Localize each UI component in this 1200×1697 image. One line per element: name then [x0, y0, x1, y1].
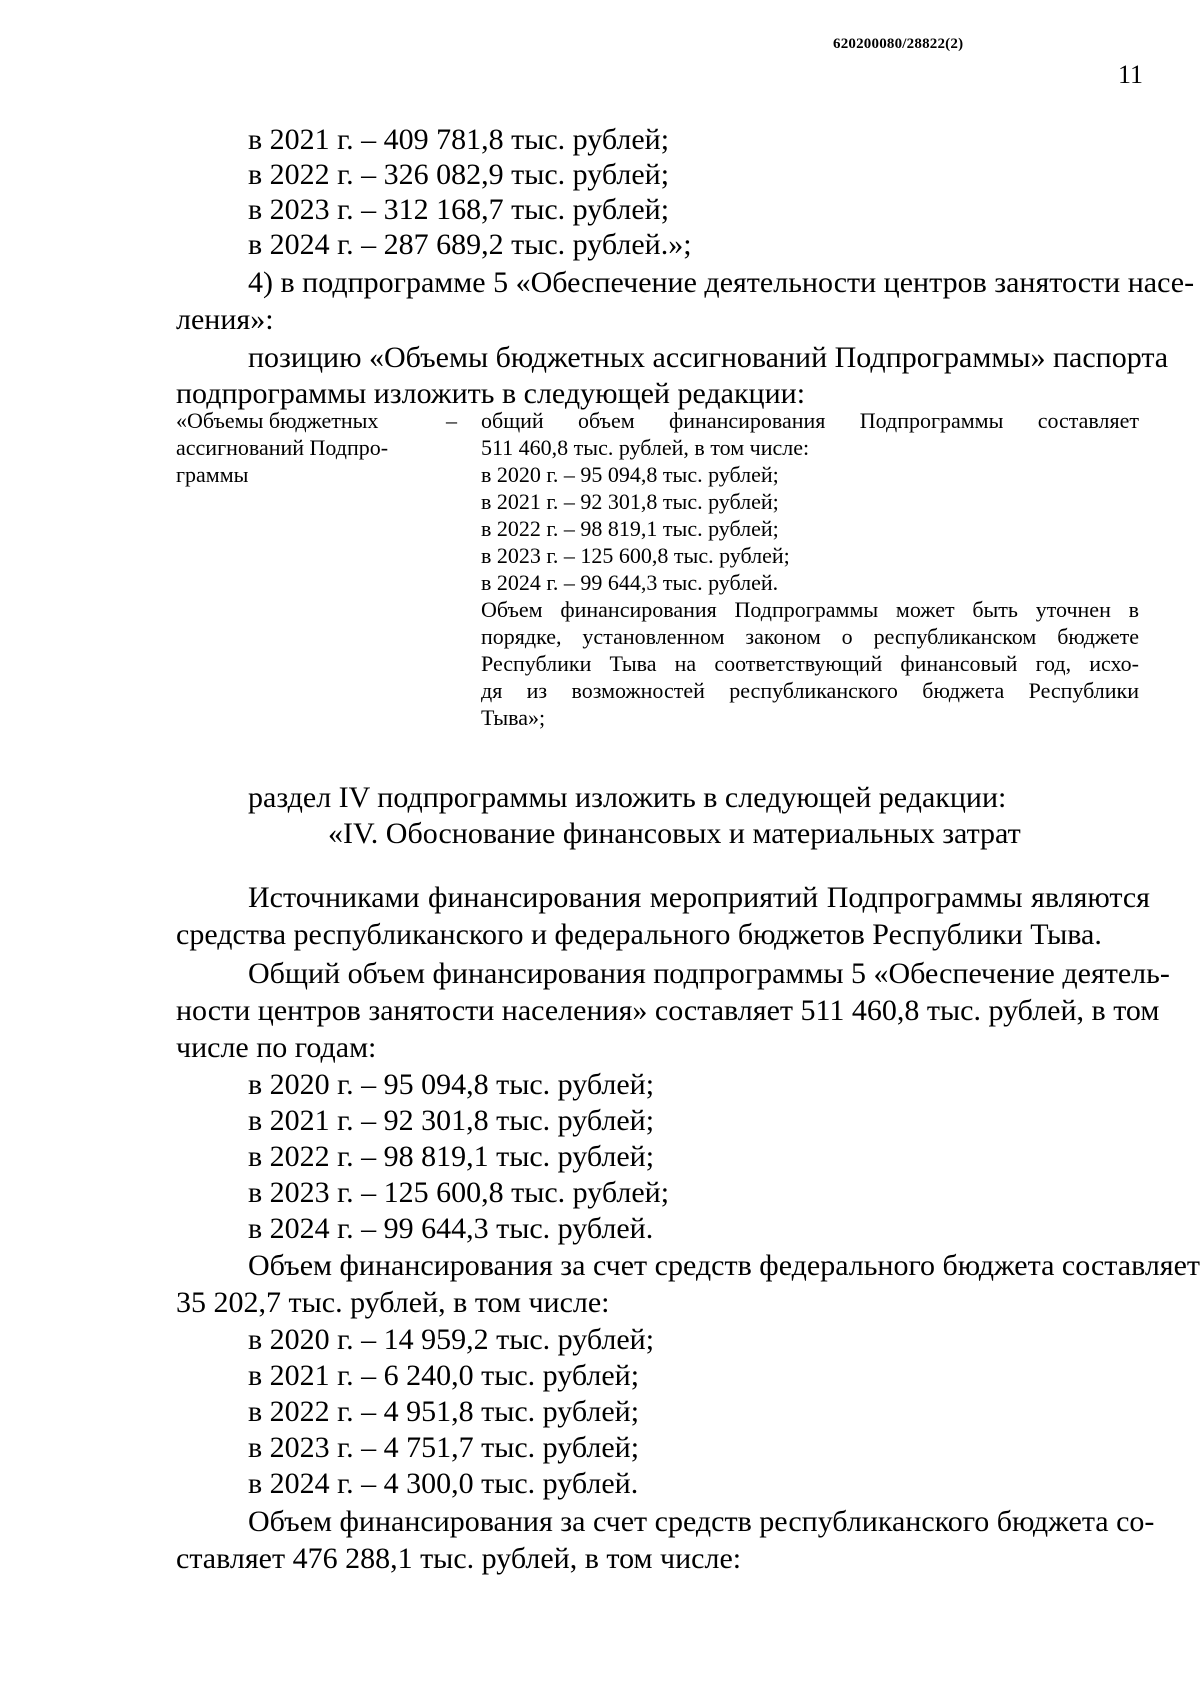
passport-right-cell-line: в 2024 г. – 99 644,3 тыс. рублей. — [481, 570, 779, 595]
passport-right-cell-line: в 2023 г. – 125 600,8 тыс. рублей; — [481, 543, 790, 568]
passport-left-cell-line: «Объемы бюджетных — [176, 408, 379, 433]
list-item: в 2023 г. – 125 600,8 тыс. рублей; — [248, 1176, 670, 1209]
document-code: 620200080/28822(2) — [833, 36, 964, 52]
republic-paragraph-line: Объем финансирования за счет средств республиканского бюджета со- — [248, 1505, 1155, 1538]
sources-paragraph-line: Источниками финансирования мероприятий Подпрограммы являются — [248, 881, 1150, 914]
list-item: в 2024 г. – 4 300,0 тыс. рублей. — [248, 1467, 639, 1500]
passport-right-cell-line: в 2021 г. – 92 301,8 тыс. рублей; — [481, 489, 779, 514]
passport-right-cell-line: общий объем финансирования Подпрограммы составляет — [481, 408, 1139, 433]
list-item: в 2021 г. – 92 301,8 тыс. рублей; — [248, 1104, 655, 1137]
list-item: в 2020 г. – 14 959,2 тыс. рублей; — [248, 1323, 655, 1356]
passport-left-cell-line: ассигнований Подпро- — [176, 435, 389, 460]
passport-right-cell-line: дя из возможностей республиканского бюджета Республики — [481, 678, 1139, 703]
list-item: в 2020 г. – 95 094,8 тыс. рублей; — [248, 1068, 655, 1101]
page-number: 11 — [1118, 60, 1144, 89]
section-intro: раздел IV подпрограммы изложить в следующей редакции: — [248, 781, 1007, 814]
section-title: «IV. Обоснование финансовых и материальных затрат — [328, 817, 1021, 850]
list-item: в 2021 г. – 409 781,8 тыс. рублей; — [248, 123, 670, 156]
total-paragraph-line: числе по годам: — [176, 1031, 377, 1064]
passport-right-cell-line: порядке, установленном законом о республиканском бюджете — [481, 624, 1139, 649]
passport-right-cell-line: в 2020 г. – 95 094,8 тыс. рублей; — [481, 462, 779, 487]
passport-right-cell-line: в 2022 г. – 98 819,1 тыс. рублей; — [481, 516, 779, 541]
passport-right-cell-line: Республики Тыва на соответствующий финансовый год, исхо- — [481, 651, 1139, 676]
total-paragraph-line: Общий объем финансирования подпрограммы 5 «Обеспечение деятель- — [248, 957, 1170, 990]
item4-line: ления»: — [176, 303, 274, 336]
position-paragraph-line: подпрограммы изложить в следующей редакции: — [176, 377, 806, 410]
passport-dash: – — [446, 408, 457, 433]
list-item: в 2023 г. – 4 751,7 тыс. рублей; — [248, 1431, 640, 1464]
passport-left-cell-line: граммы — [176, 462, 249, 487]
position-paragraph-line: позицию «Объемы бюджетных ассигнований Подпрограммы» паспорта — [248, 341, 1169, 374]
item4-line: 4) в подпрограмме 5 «Обеспечение деятельности центров занятости насе- — [248, 266, 1195, 299]
list-item: в 2024 г. – 287 689,2 тыс. рублей.»; — [248, 228, 692, 261]
federal-paragraph-line: Объем финансирования за счет средств федерального бюджета составляет — [248, 1249, 1200, 1282]
list-item: в 2022 г. – 4 951,8 тыс. рублей; — [248, 1395, 640, 1428]
passport-right-cell-line: Тыва»; — [481, 705, 546, 730]
list-item: в 2021 г. – 6 240,0 тыс. рублей; — [248, 1359, 640, 1392]
sources-paragraph-line: средства республиканского и федерального бюджетов Республики Тыва. — [176, 918, 1102, 951]
passport-right-cell-line: Объем финансирования Подпрограммы может быть уточнен в — [481, 597, 1139, 622]
list-item: в 2024 г. – 99 644,3 тыс. рублей. — [248, 1212, 654, 1245]
passport-right-cell-line: 511 460,8 тыс. рублей, в том числе: — [481, 435, 810, 460]
list-item: в 2022 г. – 98 819,1 тыс. рублей; — [248, 1140, 655, 1173]
total-paragraph-line: ности центров занятости населения» составляет 511 460,8 тыс. рублей, в том — [176, 994, 1160, 1027]
republic-paragraph-line: ставляет 476 288,1 тыс. рублей, в том числе: — [176, 1542, 742, 1575]
list-item: в 2023 г. – 312 168,7 тыс. рублей; — [248, 193, 670, 226]
list-item: в 2022 г. – 326 082,9 тыс. рублей; — [248, 158, 670, 191]
federal-paragraph-line: 35 202,7 тыс. рублей, в том числе: — [176, 1286, 610, 1319]
